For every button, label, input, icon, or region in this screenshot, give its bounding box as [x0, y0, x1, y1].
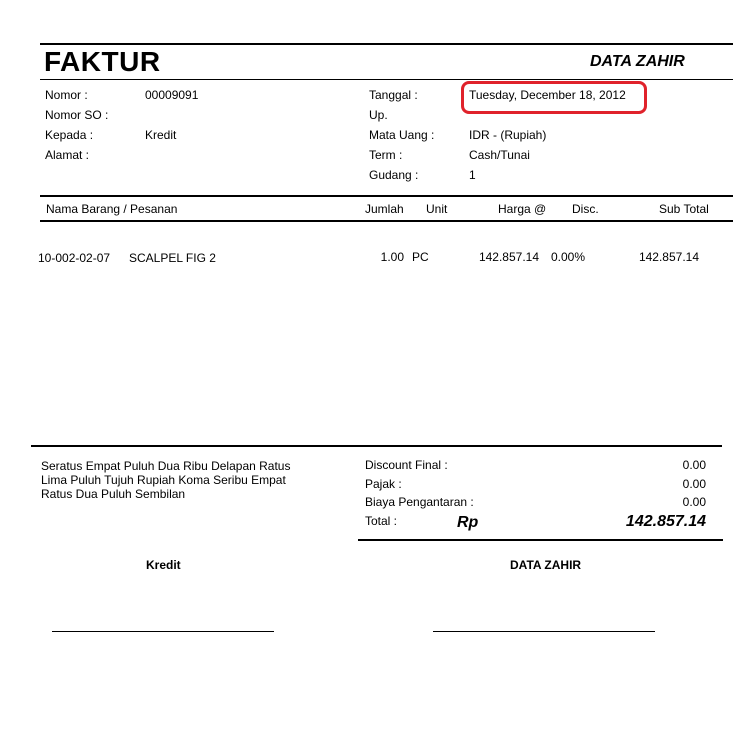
item-jumlah: 1.00 — [380, 250, 404, 264]
signature-left-line — [52, 631, 274, 632]
invoice-title: FAKTUR — [44, 46, 161, 77]
item-subtotal: 142.857.14 — [638, 250, 699, 264]
nomor-value: 00009091 — [145, 88, 199, 102]
col-disc: Disc. — [572, 202, 599, 216]
header-rule — [40, 79, 733, 80]
mata-uang-value: IDR - (Rupiah) — [469, 128, 547, 142]
tanggal-value: Tuesday, December 18, 2012 — [469, 88, 626, 102]
col-jumlah: Jumlah — [365, 202, 404, 216]
tanggal-label: Tanggal : — [369, 88, 418, 102]
pajak-value: 0.00 — [682, 477, 706, 491]
item-code: 10-002-02-07 — [38, 251, 111, 265]
signature-left-label: Kredit — [146, 558, 181, 572]
total-label: Total : — [365, 514, 398, 528]
item-harga: 142.857.14 — [478, 250, 539, 264]
total-value: 142.857.14 — [625, 513, 706, 530]
gudang-label: Gudang : — [369, 168, 419, 182]
amount-in-words: Seratus Empat Puluh Dua Ribu Delapan Ratus Lima Puluh Tujuh Rupiah Koma Seribu Empat Ratus Dua Puluh Sembilan — [41, 459, 291, 501]
kepada-label: Kepada : — [45, 128, 94, 142]
col-nama: Nama Barang / Pesanan — [46, 202, 178, 216]
pajak-label: Pajak : — [365, 477, 402, 491]
item-disc: 0.00% — [551, 250, 586, 264]
signature-right-label: DATA ZAHIR — [510, 558, 582, 572]
signature-right-line — [433, 631, 655, 632]
term-label: Term : — [369, 148, 403, 162]
mata-uang-label: Mata Uang : — [369, 128, 435, 142]
gudang-value: 1 — [469, 168, 476, 182]
total-rule — [358, 539, 723, 541]
term-value: Cash/Tunai — [469, 148, 530, 162]
col-harga: Harga @ — [498, 202, 547, 216]
col-subtotal: Sub Total — [659, 202, 709, 216]
total-currency: Rp — [457, 514, 479, 531]
nomor-so-label: Nomor SO : — [45, 108, 109, 122]
nomor-label: Nomor : — [45, 88, 88, 102]
up-label: Up. — [369, 108, 388, 122]
discount-value: 0.00 — [682, 458, 706, 472]
table-header-bottom-rule — [40, 220, 733, 222]
biaya-label: Biaya Pengantaran : — [365, 495, 474, 509]
top-rule — [40, 43, 733, 45]
item-name: SCALPEL FIG 2 — [129, 251, 216, 265]
company-name: DATA ZAHIR — [590, 53, 685, 70]
discount-label: Discount Final : — [365, 458, 448, 472]
biaya-value: 0.00 — [682, 495, 706, 509]
table-header-top-rule — [40, 195, 733, 197]
col-unit: Unit — [426, 202, 448, 216]
alamat-label: Alamat : — [45, 148, 90, 162]
footer-rule — [31, 445, 722, 447]
item-unit: PC — [412, 250, 429, 264]
kepada-value: Kredit — [145, 128, 177, 142]
